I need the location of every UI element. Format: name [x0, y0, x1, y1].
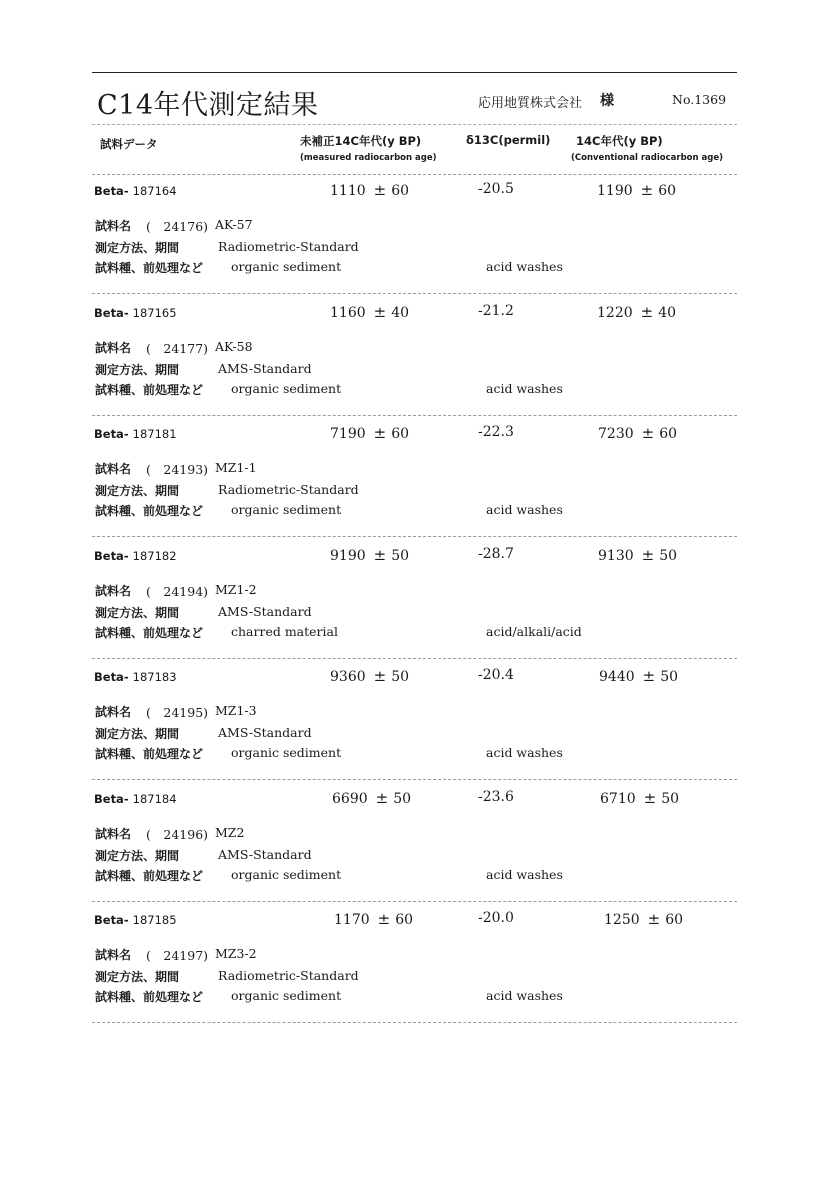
pretreatment-value: acid washes [486, 380, 563, 396]
col-measured: 未補正14C年代(y BP) [300, 134, 422, 148]
method-value: Radiometric-Standard [218, 482, 359, 497]
material-label: 試料種、前処理など [95, 747, 204, 761]
record-block [0, 905, 827, 1026]
plus-minus: ± [640, 302, 654, 321]
pretreatment-value: acid washes [486, 745, 563, 760]
plus-minus: ± [640, 181, 654, 199]
beta-number: 187184 [132, 791, 177, 806]
conventional-age-error: 60 [665, 912, 684, 928]
method-value: AMS-Standard [218, 725, 312, 740]
pretreatment-value: acid washes [486, 502, 563, 517]
record-block [0, 662, 827, 783]
measured-age-value: 9360 [330, 669, 366, 685]
beta-code [94, 670, 177, 684]
header-bottom-rule [92, 174, 737, 175]
sample-id: ( 24176) [146, 219, 209, 234]
measured-age [330, 303, 409, 321]
d13c-value: -20.4 [478, 667, 514, 683]
record-block [0, 176, 827, 297]
header-rule [92, 124, 737, 125]
measured-age-error: 40 [391, 304, 410, 321]
measured-age [330, 546, 409, 564]
plus-minus: ± [642, 667, 656, 685]
sample-name-label: 試料名 [95, 826, 132, 841]
beta-prefix: Beta- [94, 670, 129, 684]
plus-minus: ± [373, 667, 387, 685]
record-block [0, 784, 827, 905]
col-d13c: δ13C(permil) [466, 133, 551, 147]
beta-code [94, 427, 177, 441]
sample-name-label: 試料名 [95, 219, 132, 233]
plus-minus: ± [643, 788, 657, 807]
method-value: Radiometric-Standard [218, 239, 359, 254]
material-value: charred material [231, 623, 338, 639]
beta-prefix: Beta- [94, 305, 129, 320]
d13c-value: -20.0 [478, 910, 514, 926]
measured-age-error: 60 [391, 183, 410, 199]
sample-name: MZ1-2 [215, 581, 257, 597]
col-sample-data: 試料データ [100, 137, 158, 151]
record-rule [92, 415, 737, 416]
method-label: 測定方法、期間 [95, 605, 180, 620]
record-rule [92, 779, 737, 780]
sample-id: ( 24195) [146, 705, 209, 720]
conventional-age [600, 789, 679, 807]
d13c-value: -21.2 [478, 302, 514, 319]
plus-minus: ± [375, 788, 389, 807]
beta-prefix: Beta- [94, 913, 129, 927]
conventional-age-value: 6710 [600, 790, 636, 807]
sample-name: AK-57 [215, 217, 253, 232]
conventional-age-error: 50 [661, 790, 680, 807]
beta-prefix: Beta- [94, 791, 129, 806]
pretreatment-value: acid washes [486, 866, 563, 882]
record-rule [92, 536, 737, 537]
conventional-age-value: 1250 [604, 912, 640, 928]
conventional-age-value: 1220 [597, 304, 633, 321]
plus-minus: ± [373, 181, 387, 199]
measured-age [330, 667, 409, 685]
measured-age-value: 1110 [330, 183, 366, 199]
beta-number: 187185 [132, 913, 177, 927]
conventional-age-error: 50 [659, 547, 678, 564]
beta-prefix: Beta- [94, 548, 129, 563]
conventional-age-error: 50 [660, 669, 679, 685]
measured-age [330, 181, 409, 199]
sample-id: ( 24197) [146, 948, 209, 963]
measured-age-error: 50 [393, 790, 412, 807]
beta-code [94, 549, 177, 563]
sample-id: ( 24193) [146, 462, 209, 477]
plus-minus: ± [373, 302, 387, 321]
conventional-age-value: 1190 [597, 183, 633, 199]
method-value: AMS-Standard [218, 603, 312, 619]
material-value: organic sediment [231, 988, 342, 1003]
d13c-value: -28.7 [478, 545, 514, 562]
beta-code [94, 184, 177, 198]
sample-id: ( 24194) [146, 583, 209, 599]
method-label: 測定方法、期間 [95, 241, 180, 255]
conventional-age-error: 60 [659, 426, 678, 442]
sample-name: AK-58 [215, 338, 253, 354]
material-value: organic sediment [231, 866, 342, 882]
plus-minus: ± [377, 910, 391, 928]
conventional-age [598, 546, 677, 564]
beta-number: 187181 [132, 427, 177, 441]
beta-number: 187182 [132, 548, 177, 563]
material-label: 試料種、前処理など [95, 990, 204, 1004]
d13c-value: -22.3 [478, 424, 514, 440]
method-label: 測定方法、期間 [95, 848, 180, 863]
conventional-age [599, 667, 678, 685]
material-label: 試料種、前処理など [95, 868, 204, 883]
plus-minus: ± [641, 424, 655, 442]
beta-code [94, 913, 177, 927]
measured-age-error: 60 [395, 912, 414, 928]
measured-age [332, 789, 411, 807]
measured-age-error: 50 [391, 669, 410, 685]
sample-name: MZ1-1 [215, 460, 257, 475]
method-value: AMS-Standard [218, 360, 312, 376]
conventional-age-error: 60 [658, 183, 677, 199]
material-value: organic sediment [231, 502, 342, 517]
method-value: AMS-Standard [218, 846, 312, 862]
conventional-age-value: 7230 [598, 426, 634, 442]
beta-code [94, 306, 177, 320]
method-label: 測定方法、期間 [95, 484, 180, 498]
conventional-age-value: 9130 [598, 547, 634, 564]
beta-code [94, 792, 177, 806]
plus-minus: ± [373, 545, 387, 564]
conventional-age [597, 181, 676, 199]
conventional-age-error: 40 [658, 304, 677, 321]
material-value: organic sediment [231, 380, 342, 396]
plus-minus: ± [647, 910, 661, 928]
record-block [0, 419, 827, 540]
measured-age-error: 50 [391, 547, 410, 564]
measured-age [334, 910, 413, 928]
conventional-age [604, 910, 683, 928]
pretreatment-value: acid washes [486, 259, 563, 274]
record-block [0, 298, 827, 419]
material-label: 試料種、前処理など [95, 382, 204, 397]
material-label: 試料種、前処理など [95, 261, 204, 275]
sample-name-label: 試料名 [95, 705, 132, 719]
sample-name: MZ3-2 [215, 946, 257, 961]
col-measured-sub: (measured radiocarbon age) [300, 153, 437, 163]
client-company: 応用地質株式会社 [478, 96, 583, 111]
sample-name-label: 試料名 [95, 583, 132, 598]
sample-name: MZ1-3 [215, 703, 257, 718]
col-conventional-sub: (Conventional radiocarbon age) [571, 153, 723, 163]
record-rule [92, 658, 737, 659]
plus-minus: ± [641, 545, 655, 564]
conventional-age [598, 424, 677, 442]
record-rule [92, 901, 737, 902]
sample-name-label: 試料名 [95, 948, 132, 962]
sample-name: MZ2 [215, 824, 245, 840]
conventional-age [597, 303, 676, 321]
beta-number: 187183 [132, 670, 177, 684]
document-number: No.1369 [672, 92, 727, 107]
method-label: 測定方法、期間 [95, 362, 180, 377]
sample-id: ( 24177) [146, 340, 209, 356]
report-title: C14年代測定結果 [97, 90, 319, 121]
material-label: 試料種、前処理など [95, 625, 204, 640]
method-label: 測定方法、期間 [95, 970, 180, 984]
measured-age-value: 9190 [330, 547, 366, 564]
measured-age-value: 1170 [334, 912, 370, 928]
sample-id: ( 24196) [146, 826, 209, 842]
measured-age [330, 424, 409, 442]
top-rule [92, 72, 737, 73]
record-rule [92, 293, 737, 294]
material-label: 試料種、前処理など [95, 504, 204, 518]
record-block [0, 541, 827, 662]
measured-age-error: 60 [391, 426, 410, 442]
method-label: 測定方法、期間 [95, 727, 180, 741]
measured-age-value: 1160 [330, 304, 366, 321]
pretreatment-value: acid/alkali/acid [486, 623, 582, 639]
d13c-value: -23.6 [478, 788, 514, 805]
material-value: organic sediment [231, 259, 342, 274]
material-value: organic sediment [231, 745, 342, 760]
conventional-age-value: 9440 [599, 669, 635, 685]
record-rule [92, 1022, 737, 1023]
sample-name-label: 試料名 [95, 340, 132, 355]
beta-prefix: Beta- [94, 184, 129, 198]
beta-number: 187164 [132, 184, 177, 198]
method-value: Radiometric-Standard [218, 968, 359, 983]
pretreatment-value: acid washes [486, 988, 563, 1003]
col-conventional: 14C年代(y BP) [576, 134, 663, 148]
beta-prefix: Beta- [94, 427, 129, 441]
beta-number: 187165 [132, 305, 177, 320]
honorific: 様 [600, 93, 614, 109]
d13c-value: -20.5 [478, 181, 514, 197]
measured-age-value: 6690 [332, 790, 368, 807]
measured-age-value: 7190 [330, 426, 366, 442]
sample-name-label: 試料名 [95, 462, 132, 476]
plus-minus: ± [373, 424, 387, 442]
